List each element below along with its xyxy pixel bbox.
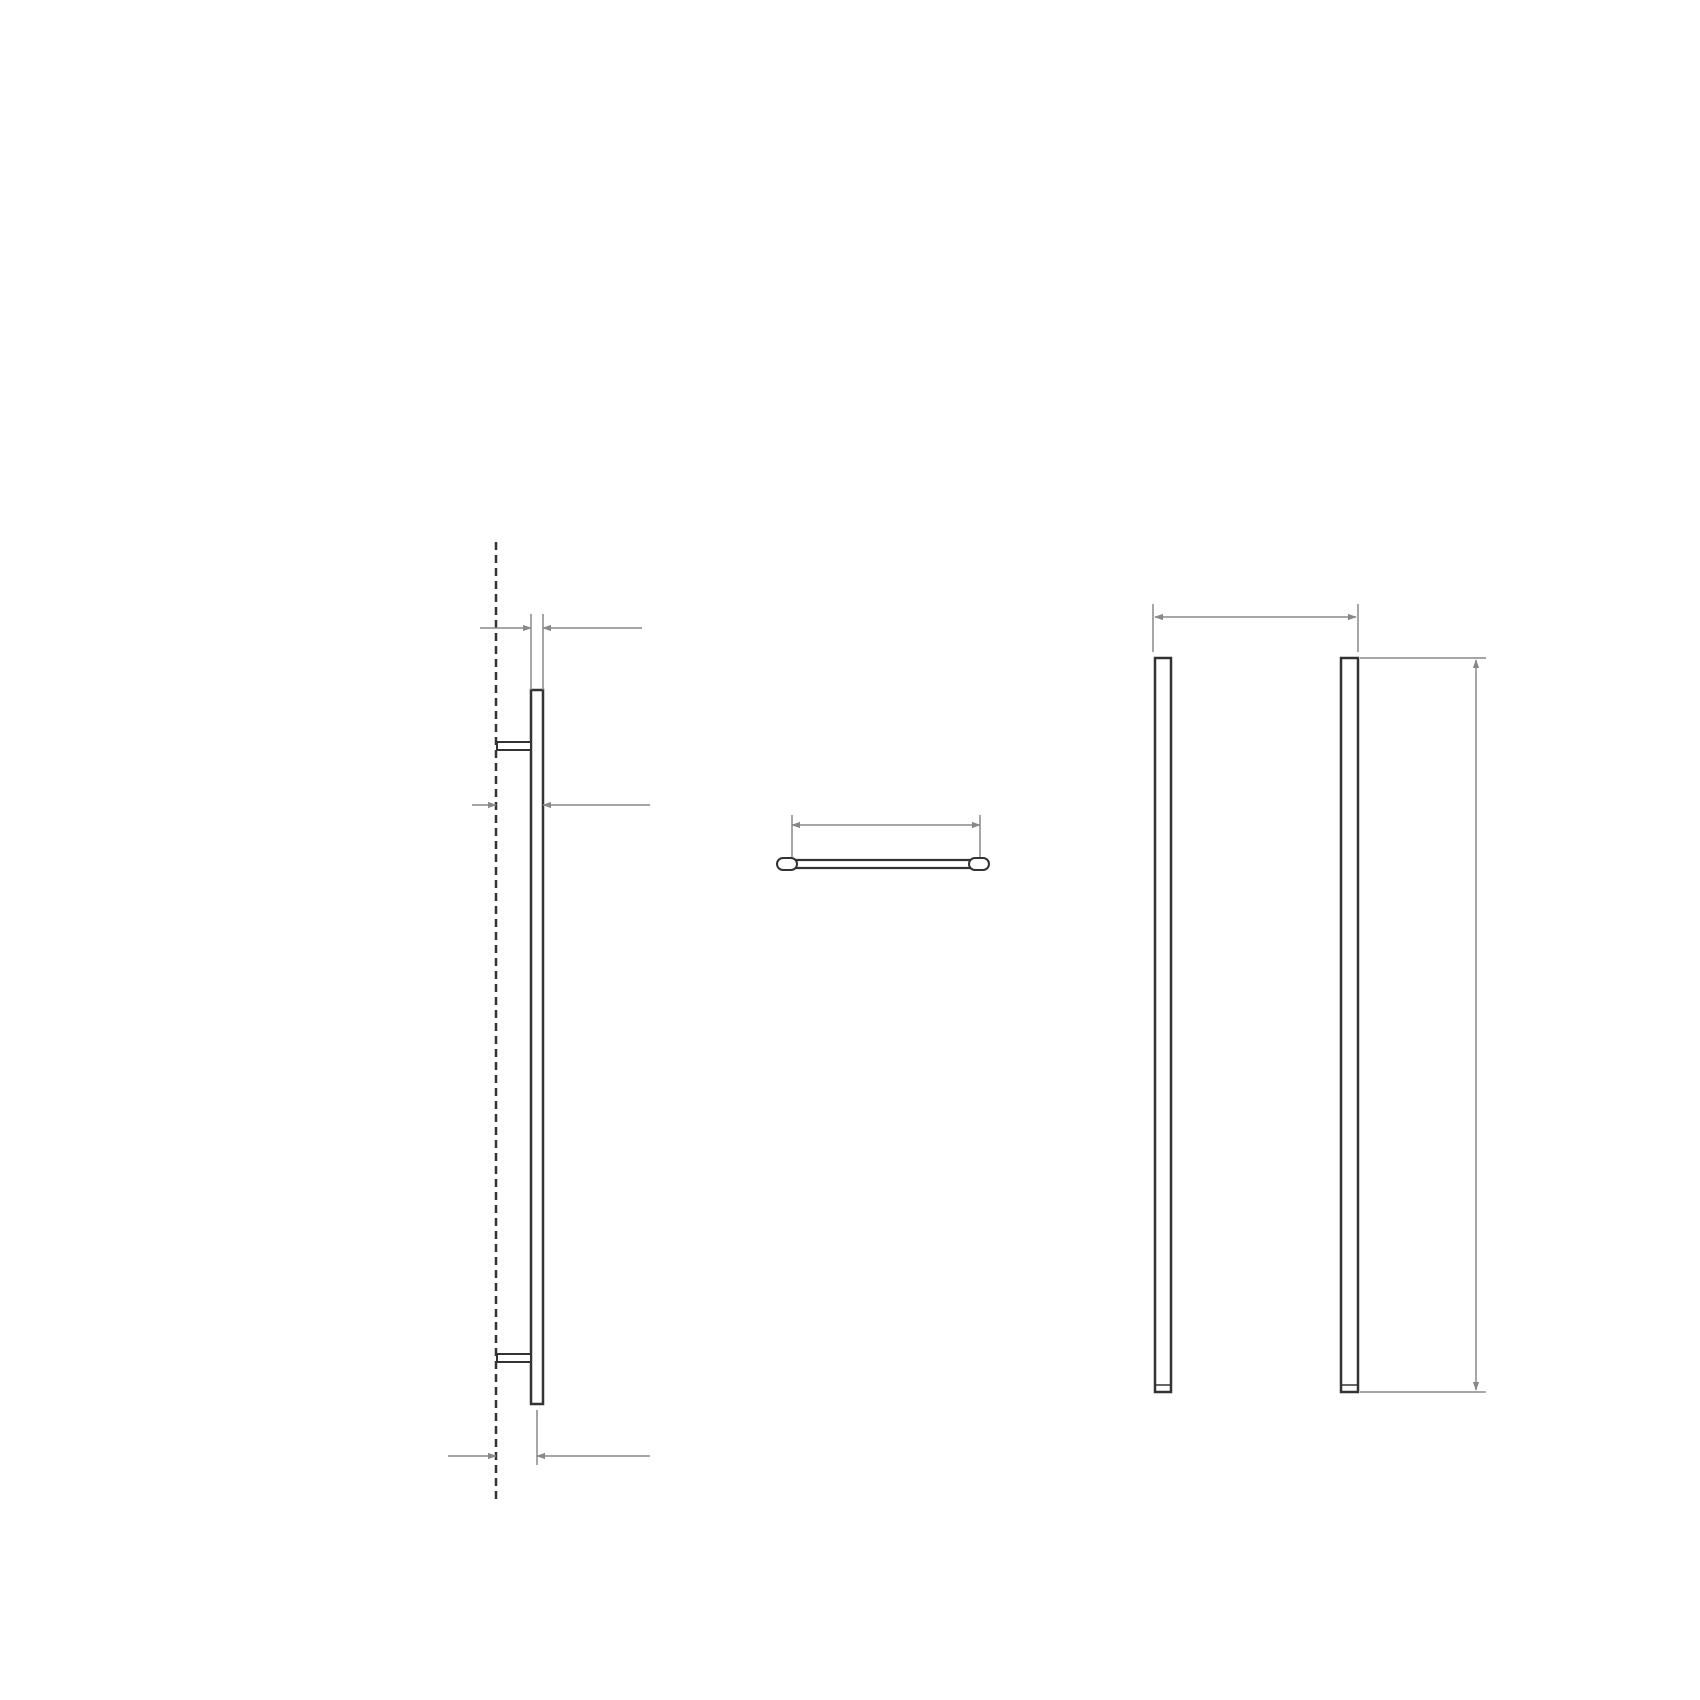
collector-right [1341, 658, 1358, 1392]
top-view-tube [780, 860, 986, 868]
front-view [1153, 604, 1486, 1392]
top-view [777, 815, 989, 870]
top-view-end-left [777, 858, 797, 870]
bracket-bottom [497, 1354, 531, 1362]
side-view [448, 542, 650, 1500]
bracket-top [497, 742, 531, 750]
collector-left [1155, 658, 1171, 1392]
radiator-side-bar [531, 690, 543, 1404]
top-view-end-right [969, 858, 989, 870]
